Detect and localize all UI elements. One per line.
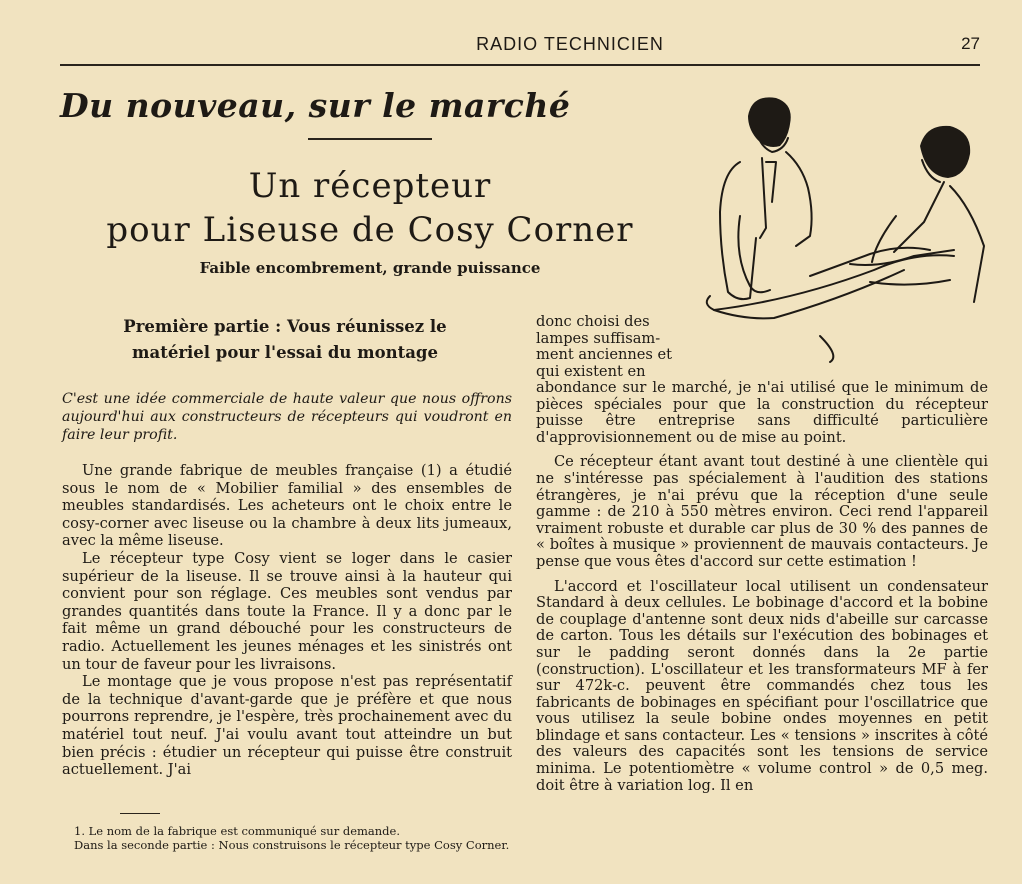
footnote-divider xyxy=(120,813,160,814)
article-subtitle: Faible encombrement, grande puissance xyxy=(199,259,541,277)
wrap-line: donc choisi des xyxy=(536,313,650,330)
body-paragraph: L'accord et l'oscillateur local utilisent un condensateur Standard à deux cellules. Le bobinage d'accord et la bobine de couplage d'antenne sont deux nids d'abeille sur carcasse de carton. Tous les détails sur l'exécution des bobinages et sur le padding seront donnés dans la 2e partie (construction). L'oscillateur et les transformateurs MF à fer sur 472k-c. peuvent être commandés chez tous les fabricants de bobinages en spécifiant pour l'oscillatrice que vous utilisez la seule bobine ondes moyennes en petit blindage et sans contacteur. Les « tensions » inscrites à côté des valeurs des capacités sont les tensions de service minima. Le potentiomètre « volume control » de 0,5 meg. doit être à variation log. Il en xyxy=(536,577,988,794)
footnote: Dans la seconde partie : Nous construisons le récepteur type Cosy Corner. xyxy=(74,837,510,852)
part-heading xyxy=(60,314,510,366)
body-paragraph: Le récepteur type Cosy vient se loger dans le casier supérieur de la liseuse. Il se trouve ainsi à la hauteur qui convient pour son réglage. Ces meubles sont vendus par grandes quantités dans toute la France. Il y a donc par le fait même un grand débouché pour les constructeurs de radio. Actuellement les jeunes ménages et les sinistrés ont un tour de faveur pour les livraisons. xyxy=(62,549,512,673)
title-line-1: Un récepteur xyxy=(248,166,492,206)
page-number: 27 xyxy=(961,34,980,53)
left-column-body xyxy=(62,462,512,779)
wrap-line: ment anciennes et xyxy=(536,346,673,363)
two-men-with-plans-illustration xyxy=(700,86,990,366)
wrap-line: qui existent en xyxy=(536,362,646,380)
body-paragraph: abondance sur le marché, je n'ai utilisé que le minimum de pièces spéciales pour que la construction du récepteur puisse être entreprise sans difficulté particulière d'approvisionnement ou de mise au point. xyxy=(536,379,988,446)
body-paragraph: Le montage que je vous propose n'est pas représentatif de la technique d'avant-garde que je préfère et que nous pourrons reprendre, je l'espère, très prochainement avec du matériel tout neuf. J'ai voulu avant tout atteindre un but bien précis : étudier un récepteur qui puisse être construit actuellement. J'ai xyxy=(62,673,512,779)
article-title xyxy=(50,164,690,252)
body-paragraph: Une grande fabrique de meubles française (1) a étudié sous le nom de « Mobilier familial » des ensembles de meubles standardisés. Les acheteurs ont le choix entre le cosy-corner avec liseuse ou la chambre à deux lits jumeaux, avec la même liseuse. xyxy=(62,462,512,550)
right-column-wrap-text xyxy=(536,314,684,380)
journal-title: RADIO TECHNICIEN xyxy=(476,34,664,54)
title-line-2: pour Liseuse de Cosy Corner xyxy=(106,210,634,250)
wrap-line: lampes suffisam- xyxy=(536,329,661,347)
footnotes xyxy=(62,825,512,852)
part-heading-line-1: Première partie : Vous réunissez le xyxy=(123,317,447,336)
running-head xyxy=(60,24,980,66)
title-divider xyxy=(308,138,432,140)
intro-paragraph: C'est une idée commerciale de haute valeur que nous offrons aujourd'hui aux constructeurs de récepteurs qui voudront en faire leur profit. xyxy=(62,391,512,443)
section-rubric: Du nouveau, sur le marché xyxy=(60,86,571,125)
right-column-body xyxy=(536,380,988,802)
footnote: 1. Le nom de la fabrique est communiqué sur demande. xyxy=(74,824,401,838)
part-heading-line-2: matériel pour l'essai du montage xyxy=(132,343,438,362)
body-paragraph: Ce récepteur étant avant tout destiné à une clientèle qui ne s'intéresse pas spécialement à l'audition des stations étrangères, je n'ai prévu que la réception d'une seule gamme : de 210 à 550 mètres environ. Ceci rend l'appareil vraiment robuste et durable car plus de 30 % des pannes de « boîtes à musique » proviennent de mauvais contacteurs. Je pense que vous êtes d'accord sur cette estimation ! xyxy=(536,453,988,570)
